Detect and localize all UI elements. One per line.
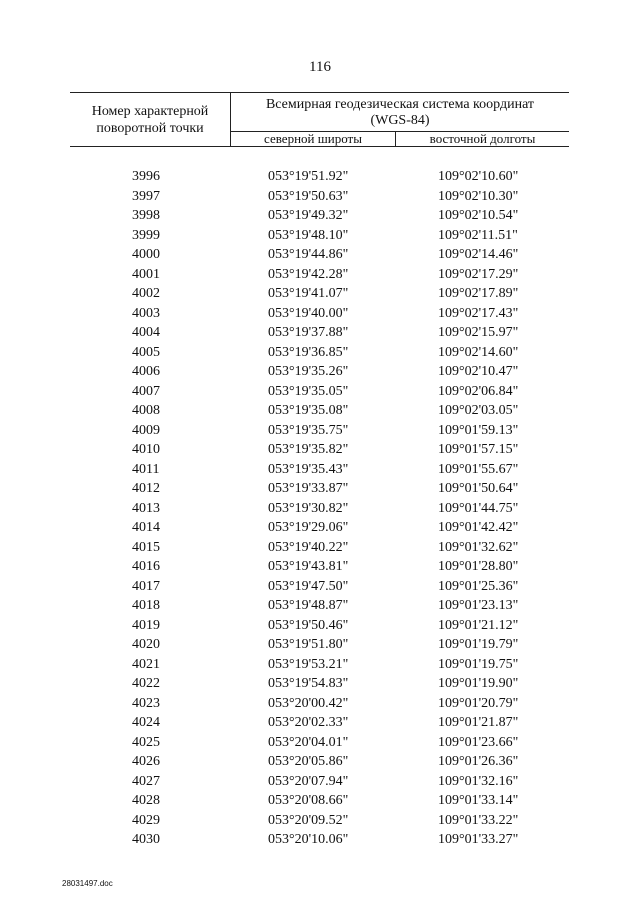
point-id: 4002 bbox=[132, 286, 160, 301]
document-filename: 28031497.doc bbox=[62, 879, 113, 888]
longitude-value: 109°02'17.29" bbox=[438, 266, 519, 282]
point-id: 4027 bbox=[132, 773, 160, 789]
latitude-value: 053°19'29.06" bbox=[268, 520, 349, 535]
table-row bbox=[70, 713, 569, 733]
table-row bbox=[70, 167, 569, 187]
table-row bbox=[70, 187, 569, 207]
point-number-header bbox=[70, 93, 231, 146]
point-id: 4014 bbox=[132, 520, 160, 535]
longitude-value: 109°01'21.87" bbox=[438, 715, 519, 730]
table-row bbox=[70, 518, 569, 538]
longitude-value: 109°01'26.36" bbox=[438, 754, 519, 769]
coordinate-table-body bbox=[70, 167, 569, 850]
table-row bbox=[70, 206, 569, 226]
latitude-value: 053°20'09.52" bbox=[268, 812, 349, 828]
table-row bbox=[70, 323, 569, 343]
latitude-value: 053°19'33.87" bbox=[268, 481, 349, 496]
table-header bbox=[70, 92, 569, 147]
longitude-value: 109°02'10.30" bbox=[438, 188, 519, 204]
point-id: 4029 bbox=[132, 812, 160, 828]
point-id: 4004 bbox=[132, 325, 160, 340]
page-number: 116 bbox=[309, 59, 331, 75]
latitude-value: 053°19'51.80" bbox=[268, 637, 349, 652]
table-row bbox=[70, 557, 569, 577]
table-row bbox=[70, 655, 569, 675]
longitude-value: 109°01'20.79" bbox=[438, 695, 519, 711]
point-id: 4010 bbox=[132, 442, 160, 457]
longitude-value: 109°01'57.15" bbox=[438, 442, 519, 457]
longitude-value: 109°01'23.66" bbox=[438, 734, 519, 750]
longitude-value: 109°02'14.46" bbox=[438, 247, 519, 262]
point-id: 4001 bbox=[132, 266, 160, 282]
latitude-value: 053°19'41.07" bbox=[268, 286, 349, 301]
table-row bbox=[70, 733, 569, 753]
longitude-value: 109°01'50.64" bbox=[438, 481, 519, 496]
point-id: 4006 bbox=[132, 364, 160, 379]
latitude-value: 053°19'35.26" bbox=[268, 364, 349, 379]
point-id: 4003 bbox=[132, 305, 160, 321]
latitude-value: 053°19'47.50" bbox=[268, 578, 349, 594]
latitude-header: северной широты bbox=[231, 131, 396, 146]
latitude-value: 053°19'35.75" bbox=[268, 422, 349, 438]
longitude-value: 109°01'19.79" bbox=[438, 637, 519, 652]
longitude-value: 109°02'17.43" bbox=[438, 305, 519, 321]
latitude-value: 053°20'10.06" bbox=[268, 832, 349, 847]
longitude-value: 109°01'25.36" bbox=[438, 578, 519, 594]
latitude-value: 053°19'44.86" bbox=[268, 247, 349, 262]
table-row bbox=[70, 401, 569, 421]
coordinate-system-header bbox=[231, 93, 569, 132]
point-id: 3997 bbox=[132, 188, 160, 204]
longitude-value: 109°02'11.51" bbox=[438, 227, 518, 243]
table-row bbox=[70, 538, 569, 558]
longitude-value: 109°02'15.97" bbox=[438, 325, 519, 340]
point-id: 3998 bbox=[132, 208, 160, 223]
table-row bbox=[70, 284, 569, 304]
table-row bbox=[70, 265, 569, 285]
point-id: 4013 bbox=[132, 500, 160, 516]
point-id: 4008 bbox=[132, 403, 160, 418]
point-id: 4000 bbox=[132, 247, 160, 262]
table-row bbox=[70, 830, 569, 850]
longitude-value: 109°01'32.62" bbox=[438, 539, 519, 555]
point-id: 4019 bbox=[132, 617, 160, 633]
latitude-value: 053°19'35.82" bbox=[268, 442, 349, 457]
latitude-value: 053°19'50.46" bbox=[268, 617, 349, 633]
latitude-value: 053°19'53.21" bbox=[268, 656, 349, 672]
latitude-value: 053°19'30.82" bbox=[268, 500, 349, 516]
longitude-value: 109°02'03.05" bbox=[438, 403, 519, 418]
point-id: 3999 bbox=[132, 227, 160, 243]
longitude-value: 109°01'28.80" bbox=[438, 559, 519, 574]
point-id: 4009 bbox=[132, 422, 160, 438]
latitude-value: 053°19'40.00" bbox=[268, 305, 349, 321]
longitude-value: 109°01'21.12" bbox=[438, 617, 519, 633]
longitude-value: 109°02'17.89" bbox=[438, 286, 519, 301]
table-row bbox=[70, 460, 569, 480]
longitude-value: 109°01'33.14" bbox=[438, 793, 519, 808]
latitude-value: 053°19'35.08" bbox=[268, 403, 349, 418]
longitude-value: 109°01'19.90" bbox=[438, 676, 519, 691]
point-id: 4022 bbox=[132, 676, 160, 691]
latitude-value: 053°20'07.94" bbox=[268, 773, 349, 789]
latitude-value: 053°20'05.86" bbox=[268, 754, 349, 769]
point-id: 4023 bbox=[132, 695, 160, 711]
table-row bbox=[70, 674, 569, 694]
latitude-value: 053°19'50.63" bbox=[268, 188, 349, 204]
point-id: 4005 bbox=[132, 344, 160, 360]
table-row bbox=[70, 577, 569, 597]
longitude-value: 109°02'10.47" bbox=[438, 364, 519, 379]
table-row bbox=[70, 635, 569, 655]
longitude-value: 109°01'44.75" bbox=[438, 500, 519, 516]
table-row bbox=[70, 479, 569, 499]
table-row bbox=[70, 772, 569, 792]
latitude-value: 053°19'51.92" bbox=[268, 169, 349, 184]
table-row bbox=[70, 616, 569, 636]
latitude-value: 053°19'37.88" bbox=[268, 325, 349, 340]
point-number-header-line2: поворотной точки bbox=[96, 120, 204, 136]
table-row bbox=[70, 791, 569, 811]
latitude-value: 053°20'00.42" bbox=[268, 695, 349, 711]
latitude-value: 053°20'04.01" bbox=[268, 734, 349, 750]
point-id: 4007 bbox=[132, 383, 160, 399]
table-row bbox=[70, 694, 569, 714]
table-row bbox=[70, 752, 569, 772]
latitude-value: 053°19'49.32" bbox=[268, 208, 349, 223]
longitude-value: 109°02'06.84" bbox=[438, 383, 519, 399]
point-id: 3996 bbox=[132, 169, 160, 184]
point-id: 4020 bbox=[132, 637, 160, 652]
point-id: 4018 bbox=[132, 598, 160, 613]
point-number-header-line1: Номер характерной bbox=[91, 103, 209, 119]
latitude-value: 053°19'35.43" bbox=[268, 461, 349, 477]
longitude-value: 109°02'10.60" bbox=[438, 169, 519, 184]
latitude-value: 053°19'42.28" bbox=[268, 266, 349, 282]
longitude-value: 109°01'33.27" bbox=[438, 832, 519, 847]
table-row bbox=[70, 226, 569, 246]
point-id: 4028 bbox=[132, 793, 160, 808]
point-id: 4011 bbox=[132, 461, 160, 477]
point-id: 4026 bbox=[132, 754, 160, 769]
point-id: 4017 bbox=[132, 578, 160, 594]
point-id: 4012 bbox=[132, 481, 160, 496]
table-row bbox=[70, 343, 569, 363]
latitude-value: 053°19'36.85" bbox=[268, 344, 349, 360]
longitude-value: 109°01'59.13" bbox=[438, 422, 519, 438]
latitude-value: 053°20'08.66" bbox=[268, 793, 349, 808]
latitude-value: 053°20'02.33" bbox=[268, 715, 349, 730]
longitude-value: 109°01'55.67" bbox=[438, 461, 519, 477]
longitude-value: 109°01'19.75" bbox=[438, 656, 519, 672]
latitude-value: 053°19'54.83" bbox=[268, 676, 349, 691]
table-row bbox=[70, 811, 569, 831]
table-row bbox=[70, 596, 569, 616]
latitude-value: 053°19'35.05" bbox=[268, 383, 349, 399]
latitude-value: 053°19'48.87" bbox=[268, 598, 349, 613]
point-id: 4015 bbox=[132, 539, 160, 555]
table-row bbox=[70, 304, 569, 324]
table-row bbox=[70, 245, 569, 265]
longitude-value: 109°02'14.60" bbox=[438, 344, 519, 360]
point-id: 4030 bbox=[132, 832, 160, 847]
coordinate-system-header-line1: Всемирная геодезическая система координат bbox=[265, 96, 535, 112]
longitude-value: 109°01'42.42" bbox=[438, 520, 519, 535]
table-row bbox=[70, 362, 569, 382]
table-row bbox=[70, 499, 569, 519]
table-row bbox=[70, 382, 569, 402]
table-row bbox=[70, 440, 569, 460]
longitude-value: 109°01'33.22" bbox=[438, 812, 519, 828]
longitude-value: 109°02'10.54" bbox=[438, 208, 519, 223]
coordinate-system-header-line2: (WGS-84) bbox=[370, 112, 430, 128]
latitude-value: 053°19'43.81" bbox=[268, 559, 349, 574]
longitude-value: 109°01'23.13" bbox=[438, 598, 519, 613]
point-id: 4024 bbox=[132, 715, 160, 730]
latitude-value: 053°19'48.10" bbox=[268, 227, 349, 243]
longitude-header: восточной долготы bbox=[429, 131, 536, 146]
point-id: 4021 bbox=[132, 656, 160, 672]
longitude-value: 109°01'32.16" bbox=[438, 773, 519, 789]
point-id: 4025 bbox=[132, 734, 160, 750]
latitude-value: 053°19'40.22" bbox=[268, 539, 349, 555]
table-row bbox=[70, 421, 569, 441]
point-id: 4016 bbox=[132, 559, 160, 574]
